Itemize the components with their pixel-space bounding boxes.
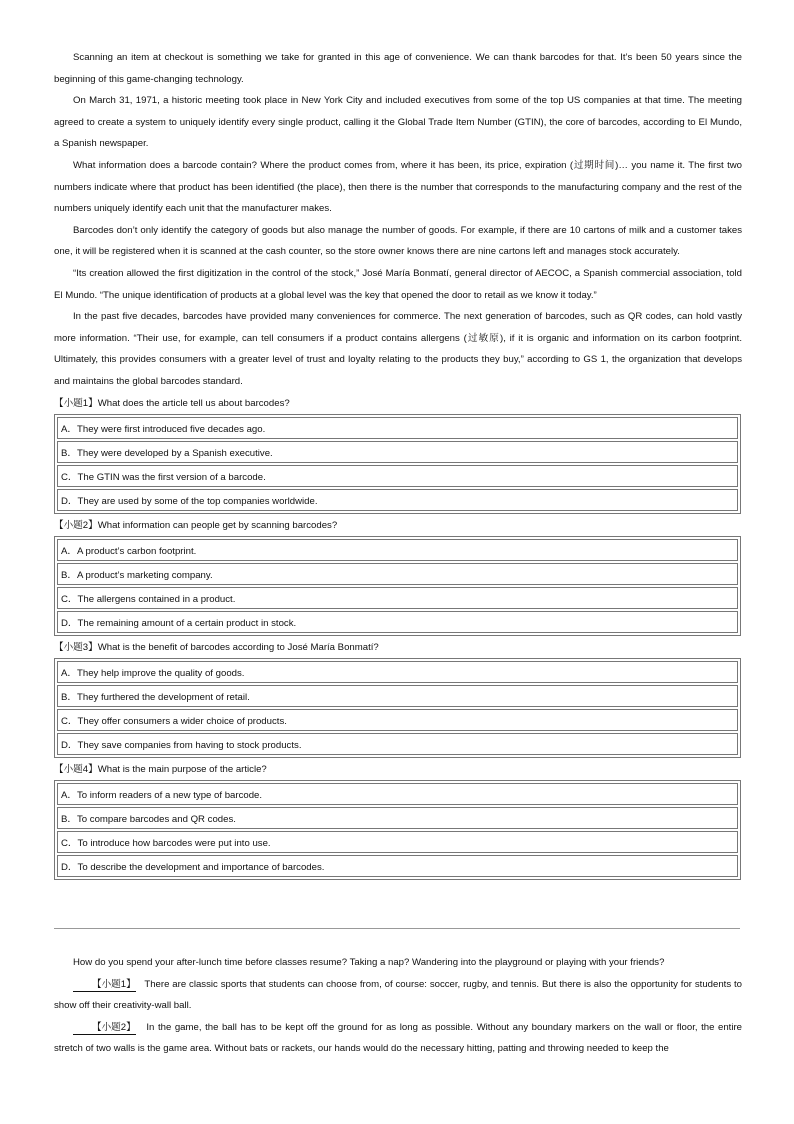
question-title: 【小题4】What is the main purpose of the article? bbox=[54, 763, 267, 775]
passage-paragraph bbox=[54, 974, 742, 1017]
option-c[interactable]: C．To introduce how barcodes were put into use. bbox=[57, 831, 738, 853]
paragraph-text: There are classic sports that students can choose from, of course: soccer, rugby, and tennis. But there is also the opportunity for students to show off their creativity-wall ball. bbox=[54, 978, 743, 1012]
passage-paragraph: In the past five decades, barcodes have provided many conveniences for commerce. The next generation of barcodes, such as QR codes, can hold vastly more information. “Their use, for example, can tell consumers if a product contains allergens (过敏原), if it is organic and information on its carbon footprint. Ultimately, this provides consumers with a greater level of trust and loyalty relating to the products they buy,” according to GS 1, the organization that develops and maintains the global barcodes standard. bbox=[54, 311, 742, 387]
question-title: 【小题1】What does the article tell us about barcodes? bbox=[54, 397, 290, 409]
options-table bbox=[54, 536, 741, 636]
answer-blank-1[interactable]: 【小题1】 bbox=[73, 979, 136, 992]
option-a[interactable]: A．A product’s carbon footprint. bbox=[57, 539, 738, 561]
option-c[interactable]: C．The allergens contained in a product. bbox=[57, 587, 738, 609]
section-divider bbox=[54, 928, 740, 929]
option-c[interactable]: C．The GTIN was the first version of a barcode. bbox=[57, 465, 738, 487]
option-a[interactable]: A．They help improve the quality of goods. bbox=[57, 661, 738, 683]
passage-paragraph: Barcodes don’t only identify the category of goods but also manage the number of goods. For example, if there are 10 cartons of milk and a customer takes one, it will be registered when it is scanned at the cash counter, so the store owner knows there are nine cartons left and manages stock accurately. bbox=[54, 224, 742, 258]
options-table bbox=[54, 414, 741, 514]
reading-passage-2 bbox=[54, 952, 742, 1060]
option-d[interactable]: D．To describe the development and importance of barcodes. bbox=[57, 855, 738, 877]
option-d[interactable]: D．They are used by some of the top companies worldwide. bbox=[57, 489, 738, 511]
options-table bbox=[54, 780, 741, 880]
option-b[interactable]: B．They were developed by a Spanish executive. bbox=[57, 441, 738, 463]
option-c[interactable]: C．They offer consumers a wider choice of products. bbox=[57, 709, 738, 731]
passage-paragraph: On March 31, 1971, a historic meeting took place in New York City and included executives from some of the top US companies at that time. The meeting agreed to create a system to uniquely identify every single product, calling it the Global Trade Item Number (GTIN), the core of barcodes, according to El Mundo, a Spanish newspaper. bbox=[54, 95, 742, 150]
passage-paragraph bbox=[54, 1017, 742, 1060]
question-title: 【小题2】What information can people get by scanning barcodes? bbox=[54, 519, 338, 531]
passage-paragraph: Scanning an item at checkout is something we take for granted in this age of convenience. We can thank barcodes for that. It’s been 50 years since the beginning of this game-changing technology. bbox=[54, 52, 742, 85]
option-b[interactable]: B．They furthered the development of retail. bbox=[57, 685, 738, 707]
passage-paragraph: “Its creation allowed the first digitization in the control of the stock,” José María Bonmatí, general director of AECOC, a Spanish commercial association, told El Mundo. “The unique identification of products at a global level was the key that opened the door to retail as we know it today.” bbox=[54, 267, 742, 301]
option-b[interactable]: B．To compare barcodes and QR codes. bbox=[57, 807, 738, 829]
option-d[interactable]: D．The remaining amount of a certain product in stock. bbox=[57, 611, 738, 633]
question-title: 【小题3】What is the benefit of barcodes according to José María Bonmatí? bbox=[54, 641, 379, 653]
passage-paragraph: What information does a barcode contain? Where the product comes from, where it has been, its price, expiration (过期时间)… you name it. The first two numbers indicate where that product has been identified (the place), then there is the number that corresponds to the manufacturing company and the rest of the numbers uniquely identify each unit that the manufacturer makes. bbox=[54, 159, 742, 215]
option-a[interactable]: A．To inform readers of a new type of barcode. bbox=[57, 783, 738, 805]
option-b[interactable]: B．A product’s marketing company. bbox=[57, 563, 738, 585]
answer-blank-2[interactable]: 【小题2】 bbox=[73, 1022, 136, 1035]
reading-passage-1 bbox=[54, 47, 742, 881]
options-table bbox=[54, 658, 741, 758]
option-a[interactable]: A．They were first introduced five decades ago. bbox=[57, 417, 738, 439]
passage-paragraph: How do you spend your after-lunch time before classes resume? Taking a nap? Wandering into the playground or playing with your friends? bbox=[73, 957, 665, 968]
paragraph-text: In the game, the ball has to be kept off the ground for as long as possible. Without any boundary markers on the wall or floor, the entire stretch of two walls is the game area. Without bats or rackets, our hands would do the necessary hitting, patting and throwing needed to keep the bbox=[54, 1021, 742, 1055]
option-d[interactable]: D．They save companies from having to stock products. bbox=[57, 733, 738, 755]
